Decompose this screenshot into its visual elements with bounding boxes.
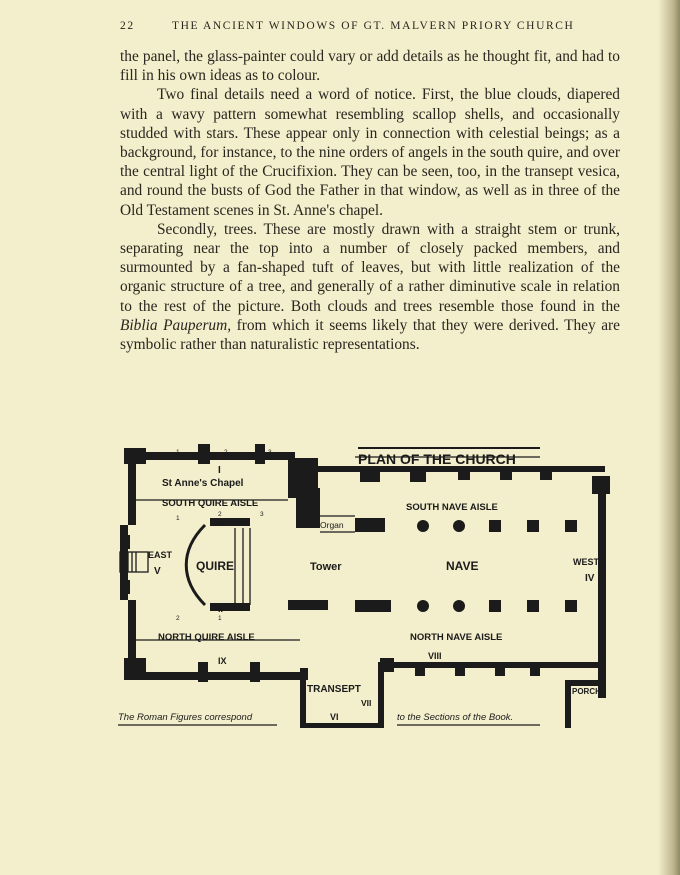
plan-caption-right: to the Sections of the Book. — [397, 712, 514, 723]
plan-window-number: 3 — [260, 511, 264, 518]
plan-label-st-annes-chapel: St Anne's Chapel — [162, 478, 244, 489]
plan-label-nave: NAVE — [446, 559, 479, 573]
paragraph-3-italic-title: Biblia Pauperum, — [120, 316, 232, 334]
church-plan-drawing — [110, 440, 630, 740]
plan-label-num-ix: IX — [218, 656, 227, 666]
plan-window-number: 1 — [176, 515, 180, 522]
page-number: 22 — [120, 20, 135, 32]
plan-label-south-quire-aisle: SOUTH QUIRE AISLE — [162, 498, 259, 509]
running-header — [120, 20, 590, 40]
plan-window-number: 2 — [218, 511, 222, 518]
church-plan-figure — [110, 440, 630, 740]
plan-label-num-iii: III — [215, 518, 223, 528]
paragraph-3-text-a: Secondly, trees. These are mostly drawn with a straight stem or trunk, separating near the top into a number of closely packed members, and surmounted by a fan-shaped tuft of leaves, but with little realization of the organic structure of a tree, and generally of a rather diminutive scale in relation to the rest of the picture. Both clouds and trees resemble those found in the — [120, 220, 620, 315]
plan-label-num-vii: VII — [361, 698, 372, 708]
plan-label-east-num: V — [154, 566, 161, 577]
plan-label-north-quire-aisle: NORTH QUIRE AISLE — [158, 632, 255, 643]
plan-window-number: 2 — [176, 615, 180, 622]
plan-label-organ: Organ — [320, 520, 344, 530]
paragraph-1: the panel, the glass-painter could vary or add details as he thought fit, and had to fill in his own ideas as to colour. — [120, 48, 620, 85]
plan-window-number: 1 — [268, 673, 272, 680]
plan-label-north-nave-aisle: NORTH NAVE AISLE — [410, 632, 503, 643]
plan-label-transept: TRANSEPT — [307, 684, 361, 695]
plan-caption-left: The Roman Figures correspond — [118, 712, 253, 723]
plan-window-number: 1 — [176, 449, 180, 456]
plan-label-east: EAST — [148, 550, 173, 560]
plan-label-num-vi: VI — [330, 712, 339, 722]
plan-label-tower: Tower — [310, 561, 342, 573]
plan-window-number: 3 — [176, 673, 180, 680]
paragraph-2: Two final details need a word of notice. First, the blue clouds, diapered with a wavy pattern somewhat resembling scallop shells, and occasionally studded with stars. These appear only in connection with celestial beings; as a background, for instance, to the nine orders of angels in the south quire, and over the central light of the Crucifixion. They can be seen, too, in the transept vesica, and round the busts of God the Father in that window, as well as in three of the Old Testament scenes in St. Anne's chapel. — [120, 86, 620, 219]
plan-label-num-ii: II — [218, 604, 224, 614]
plan-window-number: 1 — [218, 615, 222, 622]
plan-window-number: 3 — [268, 449, 272, 456]
plan-title: PLAN OF THE CHURCH — [358, 451, 516, 467]
paragraph-3 — [120, 220, 620, 354]
page-edge-shadow — [658, 0, 680, 875]
plan-label-chapel-num: I — [218, 465, 221, 476]
plan-label-west-num: IV — [585, 573, 595, 584]
paragraph-3-text-b: from which it seems likely that they were derived. They are symbolic rather than naturalistic representations. — [120, 316, 620, 354]
body-text — [120, 47, 620, 354]
plan-window-number: 2 — [224, 449, 228, 456]
plan-label-num-viii: VIII — [428, 651, 442, 661]
plan-label-south-nave-aisle: SOUTH NAVE AISLE — [406, 502, 498, 513]
plan-label-quire: QUIRE — [196, 559, 235, 573]
plan-label-west: WEST — [573, 557, 599, 567]
running-head-title: THE ANCIENT WINDOWS OF GT. MALVERN PRIORY CHURCH — [172, 20, 575, 32]
plan-label-porch: PORCH — [572, 687, 601, 696]
